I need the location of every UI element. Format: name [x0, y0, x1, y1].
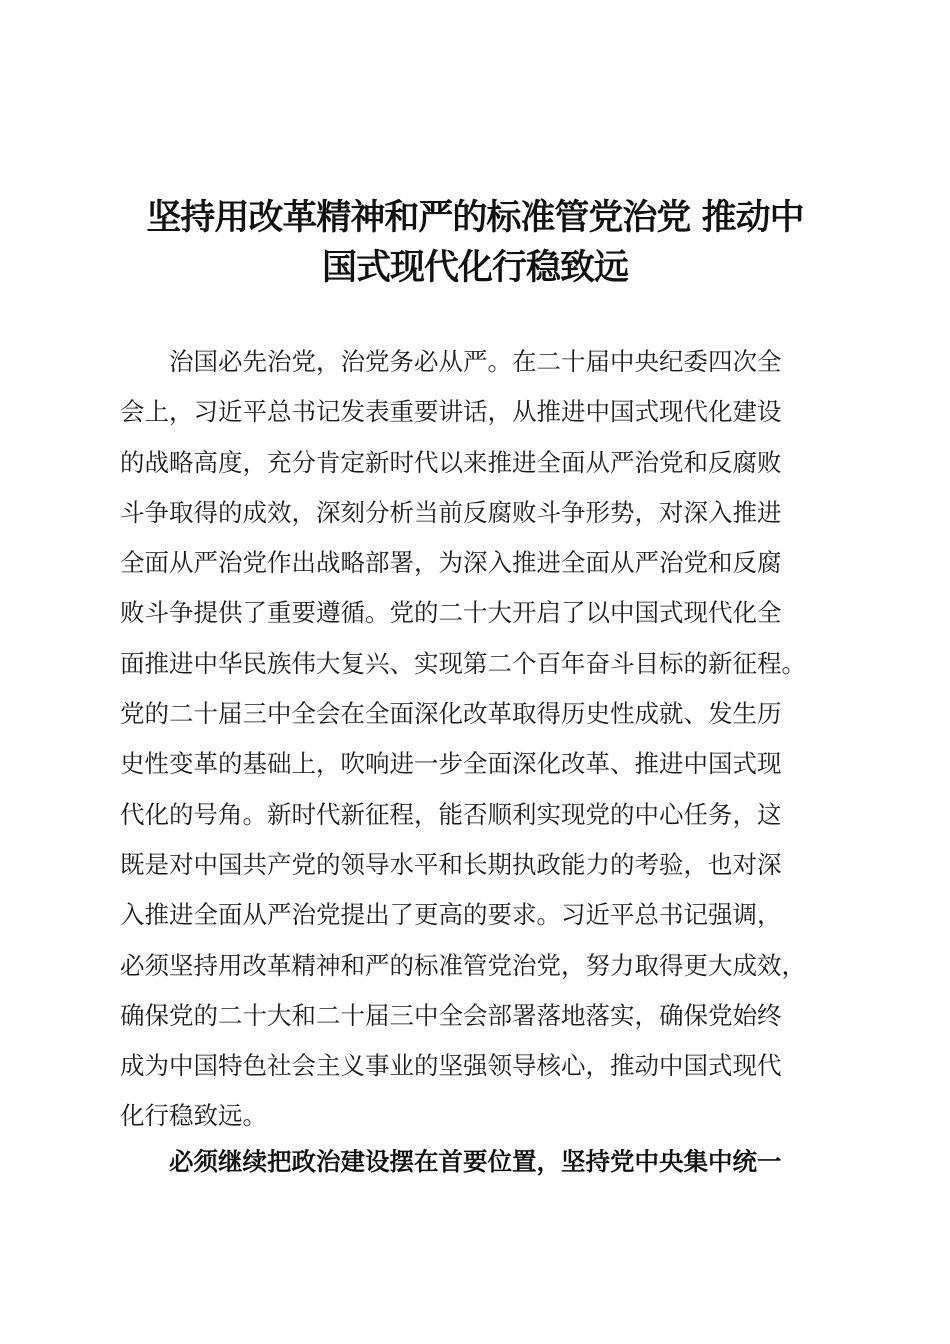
paragraph-line: 治国必先治党，治党务必从严。在二十届中央纪委四次全: [169, 347, 782, 376]
paragraph-line: 党的二十届三中全会在全面深化改革取得历史性成就、发生历: [120, 699, 782, 729]
paragraph-line: 化行稳致远。: [120, 1101, 267, 1131]
bold-paragraph-line: 必须继续把政治建设摆在首要位置，坚持党中央集中统一: [169, 1147, 782, 1176]
paragraph-line: 面推进中华民族伟大复兴、实现第二个百年奋斗目标的新征程。: [120, 648, 806, 678]
document-title-line-1: 坚持用改革精神和严的标准管党治党 推动中: [146, 197, 804, 238]
body-paragraph-2: [120, 1144, 840, 1180]
paragraph-line: 必须坚持用改革精神和严的标准管党治党，努力取得更大成效，: [120, 950, 806, 980]
paragraph-line: 代化的号角。新时代新征程，能否顺利实现党的中心任务，这: [120, 799, 782, 829]
paragraph-line: 入推进全面从严治党提出了更高的要求。习近平总书记强调，: [120, 900, 782, 930]
paragraph-line: 确保党的二十大和二十届三中全会部署落地落实，确保党始终: [120, 1000, 782, 1030]
paragraph-line: 会上，习近平总书记发表重要讲话，从推进中国式现代化建设: [120, 397, 782, 427]
body-paragraph-1: [120, 344, 840, 1149]
paragraph-line: 败斗争提供了重要遵循。党的二十大开启了以中国式现代化全: [120, 598, 782, 628]
paragraph-line: 全面从严治党作出战略部署，为深入推进全面从严治党和反腐: [120, 548, 782, 578]
paragraph-line: 史性变革的基础上，吹响进一步全面深化改革、推进中国式现: [120, 749, 782, 779]
paragraph-line: 斗争取得的成效，深刻分析当前反腐败斗争形势，对深入推进: [120, 497, 782, 527]
paragraph-line: 既是对中国共产党的领导水平和长期执政能力的考验，也对深: [120, 849, 782, 879]
paragraph-line: 的战略高度，充分肯定新时代以来推进全面从严治党和反腐败: [120, 447, 782, 477]
document-title-line-2: 国式现代化行稳致远: [321, 247, 628, 288]
paragraph-line: 成为中国特色社会主义事业的坚强领导核心，推动中国式现代: [120, 1051, 782, 1081]
